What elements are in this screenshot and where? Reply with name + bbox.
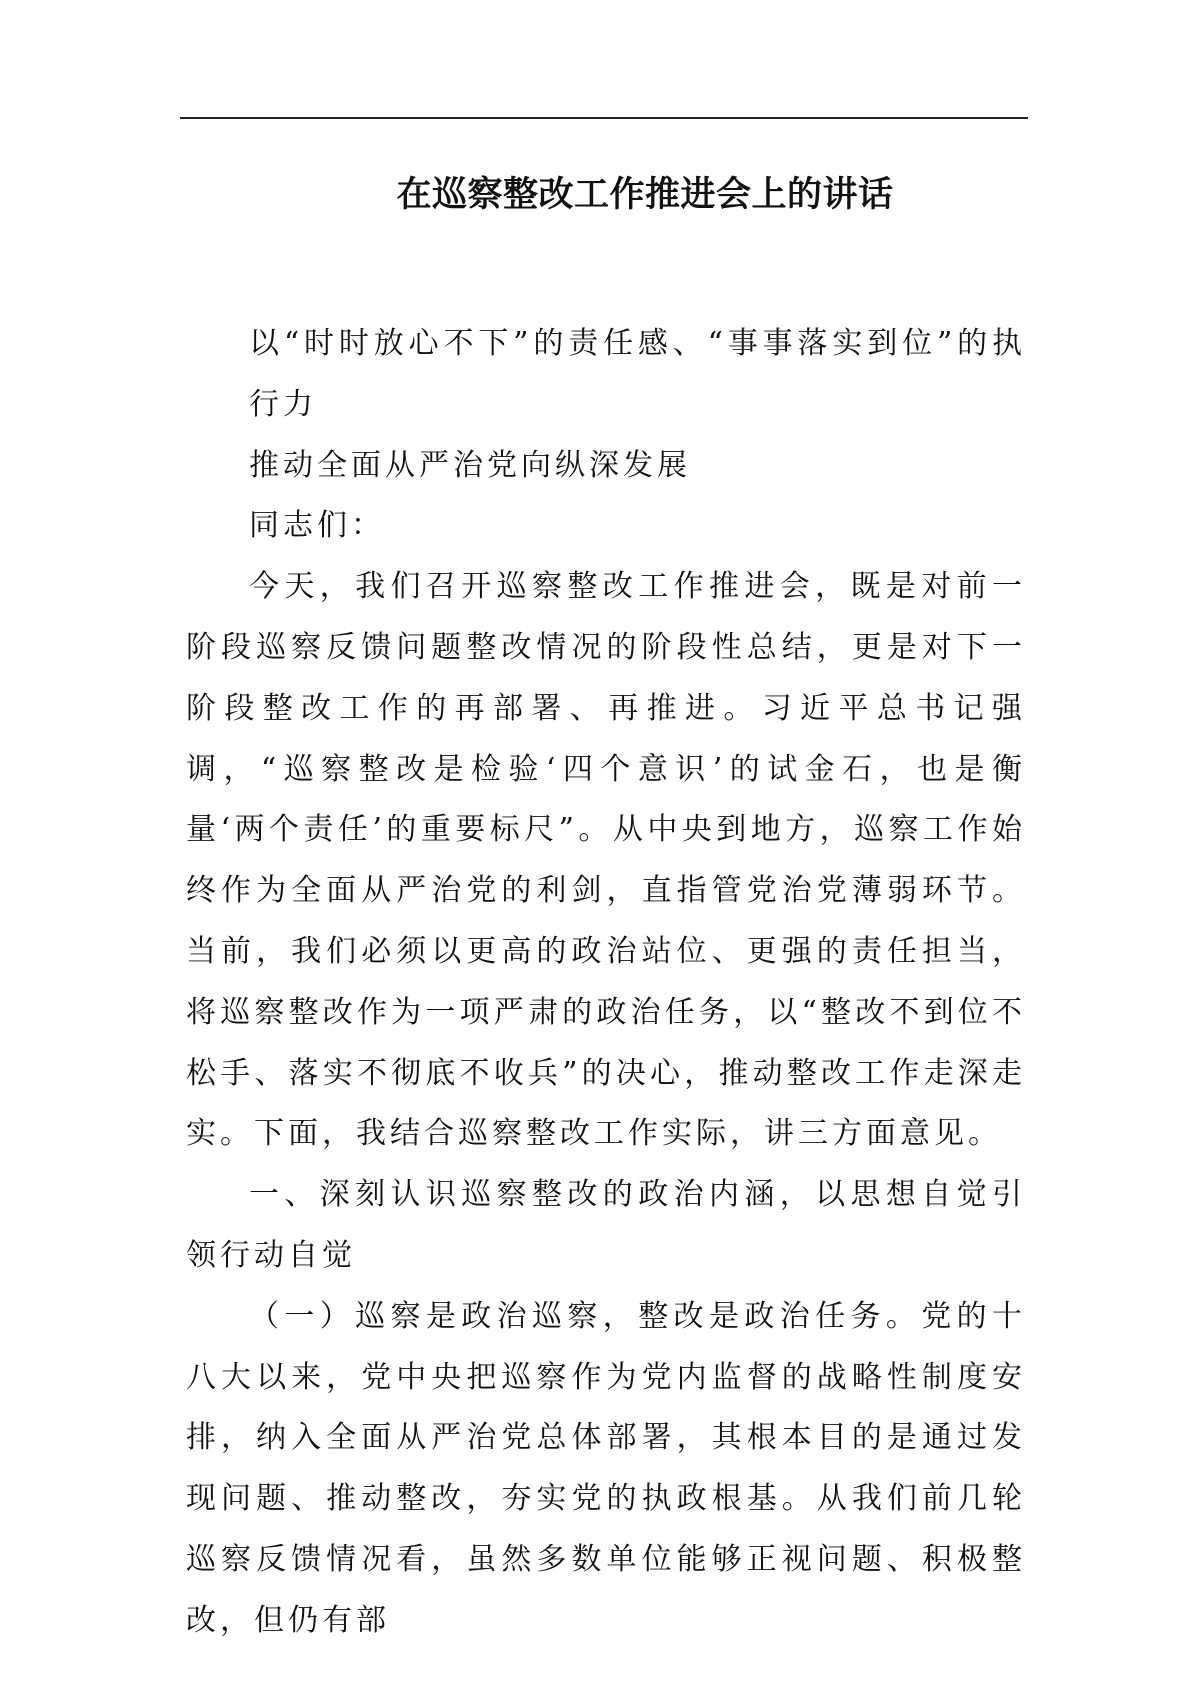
header-rule xyxy=(180,117,1028,119)
paragraph-subsection-1: （一）巡察是政治巡察，整改是政治任务。党的十八大以来，党中央把巡察作为党内监督的战略性制度安排，纳入全面从严治党总体部署，其根本目的是通过发现问题、推动整改，夯实党的执政根基。从我们前几轮巡察反馈情况看，虽然多数单位能够正视问题、积极整改，但仍有部 xyxy=(186,1298,1026,1638)
subtitle-line-2: 推动全面从严治党向纵深发展 xyxy=(249,447,691,483)
document-body xyxy=(186,314,1026,1652)
paragraph-intro: 今天，我们召开巡察整改工作推进会，既是对前一阶段巡察反馈问题整改情况的阶段性总结，更是对下一阶段整改工作的再部署、再推进。习近平总书记强调，“巡察整改是检验‘四个意识’的试金石，也是衡量‘两个责任’的重要标尺”。从中央到地方，巡察工作始终作为全面从严治党的利剑，直指管党治党薄弱环节。当前，我们必须以更高的政治站位、更强的责任担当，将巡察整改作为一项严肃的政治任务，以“整改不到位不松手、落实不彻底不收兵”的决心，推动整改工作走深走实。下面，我结合巡察整改工作实际，讲三方面意见。 xyxy=(186,569,1026,1152)
document-title: 在巡察整改工作推进会上的讲话 xyxy=(396,175,894,215)
section-heading-1: 一、深刻认识巡察整改的政治内涵，以思想自觉引领行动自觉 xyxy=(186,1177,1026,1273)
salutation: 同志们： xyxy=(249,508,385,544)
subtitle-line-1: 以“时时放心不下”的责任感、“事事落实到位”的执行力 xyxy=(249,326,1026,422)
